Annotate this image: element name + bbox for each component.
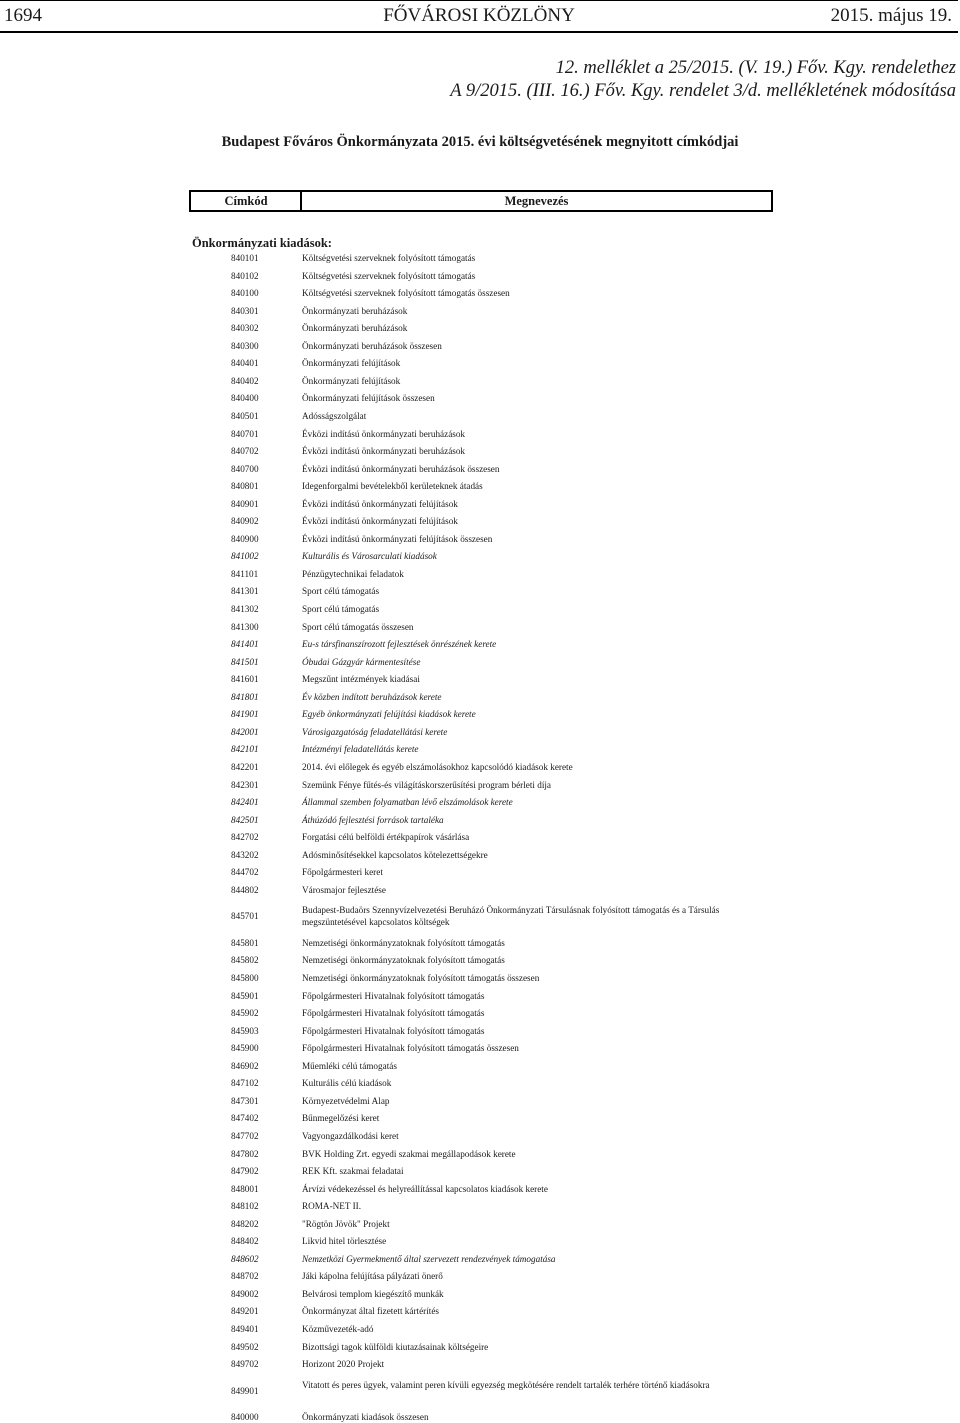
row-code: 842101 [231,744,259,755]
row-code: 844802 [231,884,259,895]
row-name: "Rögtön Jövök" Projekt [302,1218,390,1229]
annex-reference: 12. melléklet a 25/2015. (V. 19.) Főv. Kgy. rendelethez [555,58,956,78]
row-code: 842702 [231,832,259,843]
row-code: 849002 [231,1288,259,1299]
row-code: 840801 [231,481,259,492]
row-code: 841801 [231,691,259,702]
row-name: Évközi indítású önkormányzati beruházások [302,446,466,457]
row-name: Főpolgármesteri keret [302,867,383,878]
amendment-reference: A 9/2015. (III. 16.) Főv. Kgy. rendelet 3/d. mellékletének módosítása [450,81,956,101]
row-code: 848602 [231,1253,259,1264]
publication-date: 2015. május 19. [830,5,952,26]
row-name: Főpolgármesteri Hivatalnak folyósított támogatás összesen [302,1043,519,1054]
row-name: Év közben indított beruházások kerete [302,691,442,702]
row-code: 843202 [231,849,259,860]
row-code: 842201 [231,761,259,772]
table-header [189,190,773,212]
row-name: Évközi indítású önkormányzati beruházások összesen [302,463,500,474]
row-code: 842301 [231,779,259,790]
row-name: Áthúzódó fejlesztési források tartaléka [302,814,444,825]
row-code: 845903 [231,1025,259,1036]
row-name: Adósminősítésekkel kapcsolatos kötelezettségekre [302,849,488,860]
row-name: Vitatott és peres ügyek, valamint peren kívüli egyezség megkötésére rendelt tartalék terhére történő kiadásokra [302,1379,710,1390]
row-name: Kulturális és Városarculati kiadások [302,551,437,562]
document-title: Budapest Főváros Önkormányzata 2015. évi költségvetésének megnyitott címkódjai [221,134,739,150]
row-code: 848102 [231,1201,259,1212]
row-code: 849201 [231,1306,259,1317]
row-name: Évközi indítású önkormányzati felújítások összesen [302,533,493,544]
row-name: Nemzetközi Gyermekmentő által szervezett rendezvények támogatása [302,1253,556,1264]
section-title: Önkormányzati kiadások: [192,236,332,250]
row-name: Óbudai Gázgyár kármentesítése [302,656,421,667]
row-name: Közművezeték-adó [302,1324,374,1334]
row-code: 849401 [231,1324,259,1334]
row-code: 840402 [231,375,259,386]
row-code: 845902 [231,1008,259,1019]
row-code: 840101 [231,253,259,263]
row-code: 840000 [231,1412,259,1423]
row-name: Kulturális célú kiadások [302,1078,392,1089]
page-number: 1694 [4,5,42,26]
row-name: Eu-s társfinanszírozott fejlesztések önrészének kerete [302,639,497,650]
row-code: 841002 [231,551,259,562]
row-name: Likvid hitel törlesztése [302,1236,387,1247]
row-code: 840100 [231,288,259,299]
row-code: 845800 [231,973,259,983]
row-code: 840301 [231,305,259,316]
row-code: 845802 [231,955,259,966]
row-code: 841101 [231,568,259,579]
row-code: 841301 [231,586,259,597]
row-name: Szemünk Fénye fűtés-és világításkorszerűsítési program bérleti díja [302,779,552,790]
row-code: 841501 [231,656,259,667]
row-name: Forgatási célú belföldi értékpapírok vásárlása [302,832,470,843]
row-code: 847102 [231,1078,259,1089]
row-code: 847301 [231,1095,259,1106]
row-code: 840302 [231,323,259,334]
row-name: Önkormányzati beruházások [302,323,408,334]
row-name: Önkormányzati felújítások [302,375,401,386]
row-code: 846902 [231,1060,259,1071]
row-name: 2014. évi előlegek és egyéb elszámolásokhoz kapcsolódó kiadások kerete [302,761,573,772]
row-name: BVK Holding Zrt. egyedi szakmai megállapodások kerete [302,1148,516,1159]
row-name: Városigazgatóság feladatellátási kerete [302,726,448,737]
row-code: 840901 [231,498,259,509]
row-name: Idegenforgalmi bevételekből kerületeknek átadás [302,481,483,492]
row-name: Önkormányzati felújítások [302,358,401,369]
row-name: Főpolgármesteri Hivatalnak folyósított támogatás [302,1008,485,1019]
row-name: Belvárosi templom kiegészítő munkák [302,1288,444,1299]
row-name: Állammal szemben folyamatban lévő elszámolások kerete [302,797,513,808]
row-code: 847902 [231,1166,259,1177]
row-code: 840701 [231,428,259,439]
row-name: REK Kft. szakmai feladatai [302,1166,404,1177]
column-header-code: Címkód [224,194,268,208]
row-name: Évközi indítású önkormányzati felújítások [302,498,458,509]
row-code: 845900 [231,1043,259,1054]
row-name: Évközi indítású önkormányzati beruházások [302,428,466,439]
row-name: Önkormányzat által fizetett kártérítés [302,1306,439,1317]
row-code: 842401 [231,797,259,808]
row-name: Önkormányzati felújítások összesen [302,393,435,404]
row-code: 840900 [231,533,259,544]
row-code: 840400 [231,393,259,404]
row-code: 848702 [231,1271,259,1282]
row-code: 848402 [231,1236,259,1247]
row-name: Műemléki célú támogatás [302,1060,397,1071]
row-code: 849702 [231,1359,259,1370]
row-name: ROMA-NET II. [302,1201,362,1212]
row-code: 841601 [231,674,259,685]
row-code: 842001 [231,726,259,737]
row-name: Évközi indítású önkormányzati felújítások [302,516,458,527]
row-name: Horizont 2020 Projekt [302,1359,385,1370]
row-code: 848001 [231,1183,259,1194]
row-name: Környezetvédelmi Alap [302,1095,390,1106]
row-code: 841901 [231,709,259,720]
row-name: Bizottsági tagok külföldi kiutazásainak költségeire [302,1341,489,1352]
row-code: 847402 [231,1113,259,1124]
publication-title: FŐVÁROSI KÖZLÖNY [383,5,575,26]
row-code: 840300 [231,340,259,351]
row-name: Nemzetiségi önkormányzatoknak folyósított támogatás [302,937,505,948]
row-code: 845701 [231,911,259,922]
row-name: Költségvetési szerveknek folyósított támogatás összesen [302,288,510,299]
row-code: 841300 [231,621,259,632]
row-name: Sport célú támogatás [302,586,380,597]
row-name: Nemzetiségi önkormányzatoknak folyósított támogatás összesen [302,973,540,983]
row-name: Megszűnt intézmények kiadásai [302,674,420,685]
row-code: 840401 [231,358,259,369]
row-name: Budapest-Budaörs Szennyvízelvezetési Beruházó Önkormányzati Társulásnak folyósított támogatás és a Társulás megszüntetésével kapcsolatos költségek [302,905,720,928]
row-name: Árvízi védekezéssel és helyreállítással kapcsolatos kiadások kerete [302,1183,548,1194]
row-code: 840702 [231,446,259,457]
row-code: 842501 [231,814,259,825]
row-name: Egyéb önkormányzati felújítási kiadások kerete [302,709,476,720]
row-name: Önkormányzati kiadások összesen [302,1412,429,1423]
row-code: 841302 [231,604,259,614]
row-code: 840700 [231,463,259,474]
row-name: Vagyongazdálkodási keret [302,1130,399,1141]
row-code: 844702 [231,867,259,878]
row-code: 847802 [231,1148,259,1159]
row-name: Városmajor fejlesztése [302,884,386,895]
row-code: 845901 [231,990,259,1001]
row-name: Pénzügytechnikai feladatok [302,568,404,579]
row-name: Intézményi feladatellátás kerete [302,744,419,755]
row-code: 848202 [231,1218,259,1229]
row-name: Önkormányzati beruházások összesen [302,340,442,351]
row-code: 845801 [231,937,259,948]
row-name: Főpolgármesteri Hivatalnak folyósított támogatás [302,1025,485,1036]
row-code: 840501 [231,410,259,421]
row-name: Jáki kápolna felújítása pályázati önerő [302,1271,443,1282]
row-name: Sport célú támogatás [302,604,380,614]
row-name: Nemzetiségi önkormányzatoknak folyósított támogatás [302,955,505,966]
row-code: 847702 [231,1130,259,1141]
row-name: Sport célú támogatás összesen [302,621,414,632]
row-name: Költségvetési szerveknek folyósított támogatás [302,253,476,263]
row-name: Főpolgármesteri Hivatalnak folyósított támogatás [302,990,485,1001]
row-name: Önkormányzati beruházások [302,305,408,316]
row-code: 841401 [231,639,259,650]
row-code: 840102 [231,270,259,281]
row-code: 849502 [231,1341,259,1352]
row-name: Adósságszolgálat [302,410,367,421]
page-header [0,0,958,33]
row-code: 840902 [231,516,259,527]
row-name: Bűnmegelőzési keret [302,1113,380,1124]
column-header-name: Megnevezés [504,194,569,208]
row-name: Költségvetési szerveknek folyósított támogatás [302,270,476,281]
row-code: 849901 [231,1385,259,1396]
